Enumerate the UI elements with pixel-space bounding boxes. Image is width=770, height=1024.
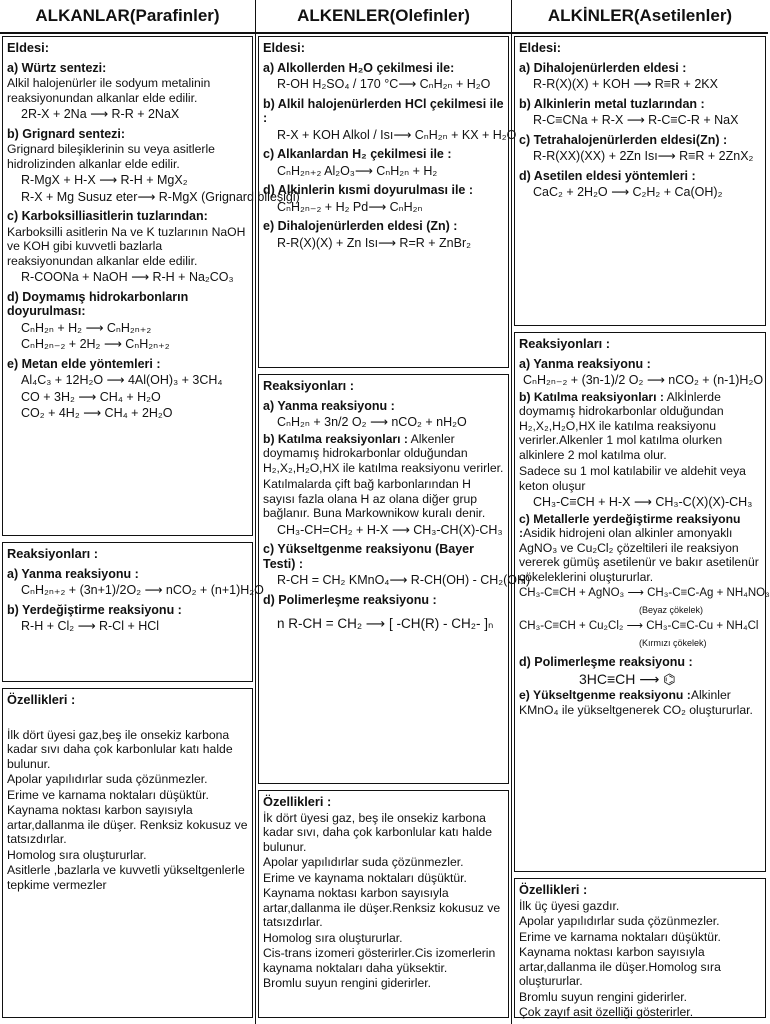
alkenler-a-title: a) Alkollerden H₂O çekilmesi ile: [263, 60, 455, 75]
alkanlar-reak-heading: Reaksiyonları : [7, 546, 99, 561]
alkenler-b-reaction: R-X + KOH Alkol / Isı⟶ CₙH₂ₙ + KX + H₂O [277, 127, 517, 142]
title-alkanlar: ALKANLAR(Parafinler) [0, 0, 256, 32]
alkenler-d-reaction: CₙH₂ₙ₋₂ + H₂ Pd⟶ CₙH₂ₙ [277, 199, 423, 214]
alkenler-rb-text-2: Katılmalarda çift bağ karbonlarından H sayısı fazla olana H az olana diğer grup bağlanır. Buna Markownikow kuralı denir. [263, 477, 486, 520]
alkinler-oz-heading: Özellikleri : [519, 882, 588, 897]
alkanlar-oz-line: İlk dört üyesi gaz,beş ile onsekiz karbona kadar sıvı daha çok karbonlular katı halde bulunur. [7, 727, 233, 771]
alkenler-oz-line: Bromlu suyun rengini giderirler. [263, 976, 431, 990]
alkinler-eldesi-heading: Eldesi: [519, 40, 561, 55]
alkanlar-b-text: Grignard bileşiklerinin su veya asitlerle hidrolizinden alkanlar elde edilir. [7, 142, 215, 171]
alkanlar-c-reaction: R-COONa + NaOH ⟶ R-H + Na₂CO₃ [21, 270, 234, 284]
alkanlar-oz-line: Apolar yapılıdırlar suda çözünmezler. [7, 772, 208, 786]
alkanlar-d-reaction-2: CₙH₂ₙ₋₂ + 2H₂ ⟶ CₙH₂ₙ₊₂ [21, 337, 170, 351]
alkinler-oz-line: İlk üç üyesi gazdır. [519, 898, 620, 913]
alkinler-c-reaction: R-R(XX)(XX) + 2Zn Isı⟶ R≡R + 2ZnX₂ [533, 149, 754, 163]
title-alkinler: ALKİNLER(Asetilenler) [547, 6, 733, 25]
alkenler-oz-line: Apolar yapılıdırlar suda çözünmezler. [263, 855, 464, 869]
alkenler-reaksiyon-box [258, 374, 531, 784]
alkinler-rc-reaction-2: CH₃-C≡CH + Cu₂Cl₂ ⟶ CH₃-C≡C-Cu + NH₄Cl [519, 620, 759, 632]
alkenler-oz-line: Erime ve kaynama noktaları düşüktür. [263, 870, 467, 885]
alkanlar-e-reaction-2: CO + 3H₂ ⟶ CH₄ + H₂O [21, 389, 161, 404]
alkinler-rc-title: c) Metallerle yerdeğiştirme reaksiyonu : [519, 511, 741, 540]
alkenler-oz-line: Homolog sıra oluştururlar. [263, 930, 403, 945]
alkenler-rb-block [263, 432, 504, 476]
alkenler-oz-line: Kaynama noktası karbon sayısıyla artar,dallanma ile düşer.Renksiz kokusuz ve tatsızdırlar. [263, 886, 501, 929]
alkanlar-e-reaction-3: CO₂ + 4H₂ ⟶ CH₄ + 2H₂O [21, 406, 173, 420]
alkanlar-oz-line: Asitlerle ,bazlarla ve kuvvetli yükseltgenlerle tepkime vermezler [7, 863, 245, 892]
alkenler-rc-title: c) Yükseltgenme reaksiyonu (Bayer Testi) : [263, 542, 474, 571]
alkenler-eldesi-heading: Eldesi: [263, 40, 305, 55]
alkanlar-b-reaction-1: R-MgX + H-X ⟶ R-H + MgX₂ [21, 173, 188, 187]
alkanlar-a-reaction: 2R-X + 2Na ⟶ R-R + 2NaX [21, 107, 180, 121]
alkenler-rb-title: b) Katılma reaksiyonları : [263, 431, 408, 446]
alkinler-b-reaction: R-C≡CNa + R-X ⟶ R-C≡C-R + NaX [533, 113, 739, 127]
alkinler-oz-line: Çok zayıf asit özelliği gösterirler. [519, 1005, 694, 1019]
title-alkenler: ALKENLER(Olefinler) [256, 0, 512, 32]
alkinler-reak-heading: Reaksiyonları : [519, 336, 611, 351]
alkanlar-oz-line: Erime ve karnama noktaları düşüktür. [7, 787, 209, 802]
alkinler-ozellik-box [514, 878, 766, 1018]
alkenler-reak-heading: Reaksiyonları : [263, 378, 355, 393]
alkinler-b-title: b) Alkinlerin metal tuzlarından : [519, 96, 705, 111]
alkinler-rd-title: d) Polimerleşme reaksiyonu : [519, 655, 693, 669]
alkinler-oz-line: Erime ve karnama noktaları düşüktür. [519, 929, 721, 944]
alkanlar-rb-reaction: R-H + Cl₂ ⟶ R-Cl + HCl [21, 619, 160, 633]
alkinler-reaksiyon-box [514, 332, 770, 872]
alkenler-ozellik-box [258, 790, 509, 1018]
alkenler-a-reaction: R-OH H₂SO₄ / 170 °C⟶ CₙH₂ₙ + H₂O [277, 77, 491, 91]
header-row [0, 0, 768, 34]
alkanlar-d-reaction-1: CₙH₂ₙ + H₂ ⟶ CₙH₂ₙ₊₂ [21, 320, 152, 335]
alkanlar-e-reaction-1: Al₄C₃ + 12H₂O ⟶ 4Al(OH)₃ + 3CH₄ [21, 373, 223, 387]
alkenler-e-title: e) Dihalojenürlerden eldesi (Zn) : [263, 219, 458, 233]
alkanlar-b-reaction-2: R-X + Mg Susuz eter⟶ R-MgX (Grignard bileşiği) [21, 189, 300, 204]
alkanlar-a-text: Alkil halojenürler ile sodyum metalinin reaksiyonundan alkanlar elde edilir. [7, 76, 211, 105]
column-alkinler [512, 34, 768, 1024]
alkanlar-eldesi-heading: Eldesi: [7, 40, 49, 55]
alkinler-rc-reaction-1: CH₃-C≡CH + AgNO₃ ⟶ CH₃-C≡C-Ag + NH₄NO₃ [519, 587, 770, 599]
alkinler-ra-title: a) Yanma reaksiyonu : [519, 356, 651, 371]
alkinler-oz-line: Bromlu suyun rengini giderirler. [519, 989, 687, 1004]
alkenler-rd-reaction: n R-CH = CH₂ ⟶ [ -CH(R) - CH₂- ]ₙ [277, 616, 494, 631]
alkinler-eldesi-box [514, 36, 766, 326]
alkinler-ra-reaction: CₙH₂ₙ₋₂ + (3n-1)/2 O₂ ⟶ nCO₂ + (n-1)H₂O [523, 373, 764, 387]
alkanlar-reaksiyon-box [2, 542, 264, 682]
alkinler-re-text: Alkinler KMnO₄ ile yükseltgenerek CO₂ oluştururlar. [519, 688, 753, 717]
alkenler-oz-line: İk dört üyesi gaz, beş ile onsekiz karbona kadar sıvı, daha çok karbonlular katı halde bulunur. [263, 810, 492, 854]
alkinler-rb-text: Alkİnlerde doymamış hidrokarbonlar olduğundan H₂,X₂,H₂O,HX ile katılma reaksiyonu verirler.Alkenler 1 mol katılma olurken alkinlere 2 mol katılma olur. [519, 389, 724, 462]
alkenler-b-title: b) Alkil halojenürlerden HCl çekilmesi ile : [263, 96, 504, 125]
alkanlar-b-title: b) Grignard sentezi: [7, 126, 126, 141]
alkenler-rd-title: d) Polimerleşme reaksiyonu : [263, 592, 437, 607]
alkenler-oz-line: Cis-trans izomeri gösterirler.Cis izomerlerin kaynama noktaları daha yüksektir. [263, 946, 496, 975]
alkenler-d-title: d) Alkinlerin kısmi doyurulması ile : [263, 183, 474, 197]
alkinler-oz-line: Apolar yapılıdırlar suda çözünmezler. [519, 914, 720, 928]
alkinler-rc-note-1: (Beyaz çökelek) [639, 604, 704, 615]
alkenler-c-title: c) Alkanlardan H₂ çekilmesi ile : [263, 147, 452, 161]
alkinler-re-title: e) Yükseltgenme reaksiyonu : [519, 688, 691, 702]
alkinler-c-title: c) Tetrahalojenürlerden eldesi(Zn) : [519, 132, 728, 147]
alkanlar-oz-line: Kaynama noktası karbon sayısıyla artar,dallanma ile düşer. Renksiz kokusuz ve tatsızdırlar. [7, 803, 248, 846]
alkanlar-c-text: Karboksilli asitlerin Na ve K tuzlarının NaOH ve KOH gibi kuvvetli bazlarla reaksiyonundan alkanlar elde edilir. [7, 224, 246, 268]
column-alkenler [256, 34, 531, 1024]
alkanlar-ra-title: a) Yanma reaksiyonu : [7, 566, 139, 581]
alkinler-rb-reaction: CH₃-C≡CH + H-X ⟶ CH₃-C(X)(X)-CH₃ [533, 495, 753, 509]
alkanlar-c-title: c) Karboksilliasitlerin tuzlarından: [7, 209, 208, 223]
alkinler-re-block [519, 688, 761, 717]
alkinler-rb-block [519, 390, 761, 463]
alkanlar-d-title: d) Doymamış hidrokarbonların doyurulması: [7, 289, 189, 318]
alkenler-eldesi-box [258, 36, 517, 368]
alkinler-a-title: a) Dihalojenürlerden eldesi : [519, 60, 687, 75]
alkenler-rb-text: Alkenler doymamış hidrokarbonlar olduğundan H₂,X₂,H₂O,HX ile katılma reaksiyonu verirler. [263, 431, 504, 475]
alkenler-rc-reaction: R-CH = CH₂ KMnO₄⟶ R-CH(OH) - CH₂(OH) [277, 573, 531, 587]
alkinler-d-reaction: CaC₂ + 2H₂O ⟶ C₂H₂ + Ca(OH)₂ [533, 185, 723, 199]
alkanlar-ra-reaction: CₙH₂ₙ₊₂ + (3n+1)/2O₂ ⟶ nCO₂ + (n+1)H₂O [21, 583, 264, 597]
alkinler-oz-line: Kaynama noktası karbon sayısıyla artar,dallanma ile düşer.Homolog sıra oluştururlar. [519, 945, 721, 988]
alkinler-rc-text: Asidik hidrojeni olan alkinler amonyaklı AgNO₃ ve Cu₂Cl₂ çözeltileri ile reaksiyon vererek gümüş asetilenür ve bakır asetilenür çökeleklerini oluştururlar. [519, 526, 759, 584]
alkanlar-oz-line: Homolog sıra oluştururlar. [7, 847, 147, 862]
alkanlar-rb-title: b) Yerdeğiştirme reaksiyonu : [7, 602, 182, 617]
alkanlar-oz-heading: Özellikleri : [7, 692, 76, 707]
alkinler-rb-title: b) Katılma reaksiyonları : [519, 389, 664, 404]
alkinler-rd-reaction: 3HC≡CH ⟶ ⌬ [579, 670, 676, 687]
alkenler-e-reaction: R-R(X)(X) + Zn Isı⟶ R=R + ZnBr₂ [277, 235, 471, 250]
alkenler-ra-title: a) Yanma reaksiyonu : [263, 398, 395, 413]
alkinler-d-title: d) Asetilen eldesi yöntemleri : [519, 168, 696, 183]
alkanlar-ozellik-box [2, 688, 253, 1018]
alkinler-rc-note-2: (Kırmızı çökelek) [639, 637, 707, 648]
alkinler-rc-block [519, 512, 761, 585]
alkinler-a-reaction: R-R(X)(X) + KOH ⟶ R≡R + 2KX [533, 77, 718, 91]
alkenler-ra-reaction: CₙH₂ₙ + 3n/2 O₂ ⟶ nCO₂ + nH₂O [277, 415, 467, 429]
alkenler-c-reaction: CₙH₂ₙ₊₂ Al₂O₃⟶ CₙH₂ₙ + H₂ [277, 163, 438, 178]
alkanlar-eldesi-box [2, 36, 300, 536]
column-alkanlar [0, 34, 300, 1024]
alkenler-rb-reaction: CH₃-CH=CH₂ + H-X ⟶ CH₃-CH(X)-CH₃ [277, 522, 503, 537]
alkenler-oz-heading: Özellikleri : [263, 794, 332, 809]
alkinler-rb-text-2: Sadece su 1 mol katılabilir ve aldehit veya keton oluşur [519, 464, 746, 493]
alkanlar-e-title: e) Metan elde yöntemleri : [7, 356, 161, 371]
alkanlar-a-title: a) Würtz sentezi: [7, 60, 107, 75]
